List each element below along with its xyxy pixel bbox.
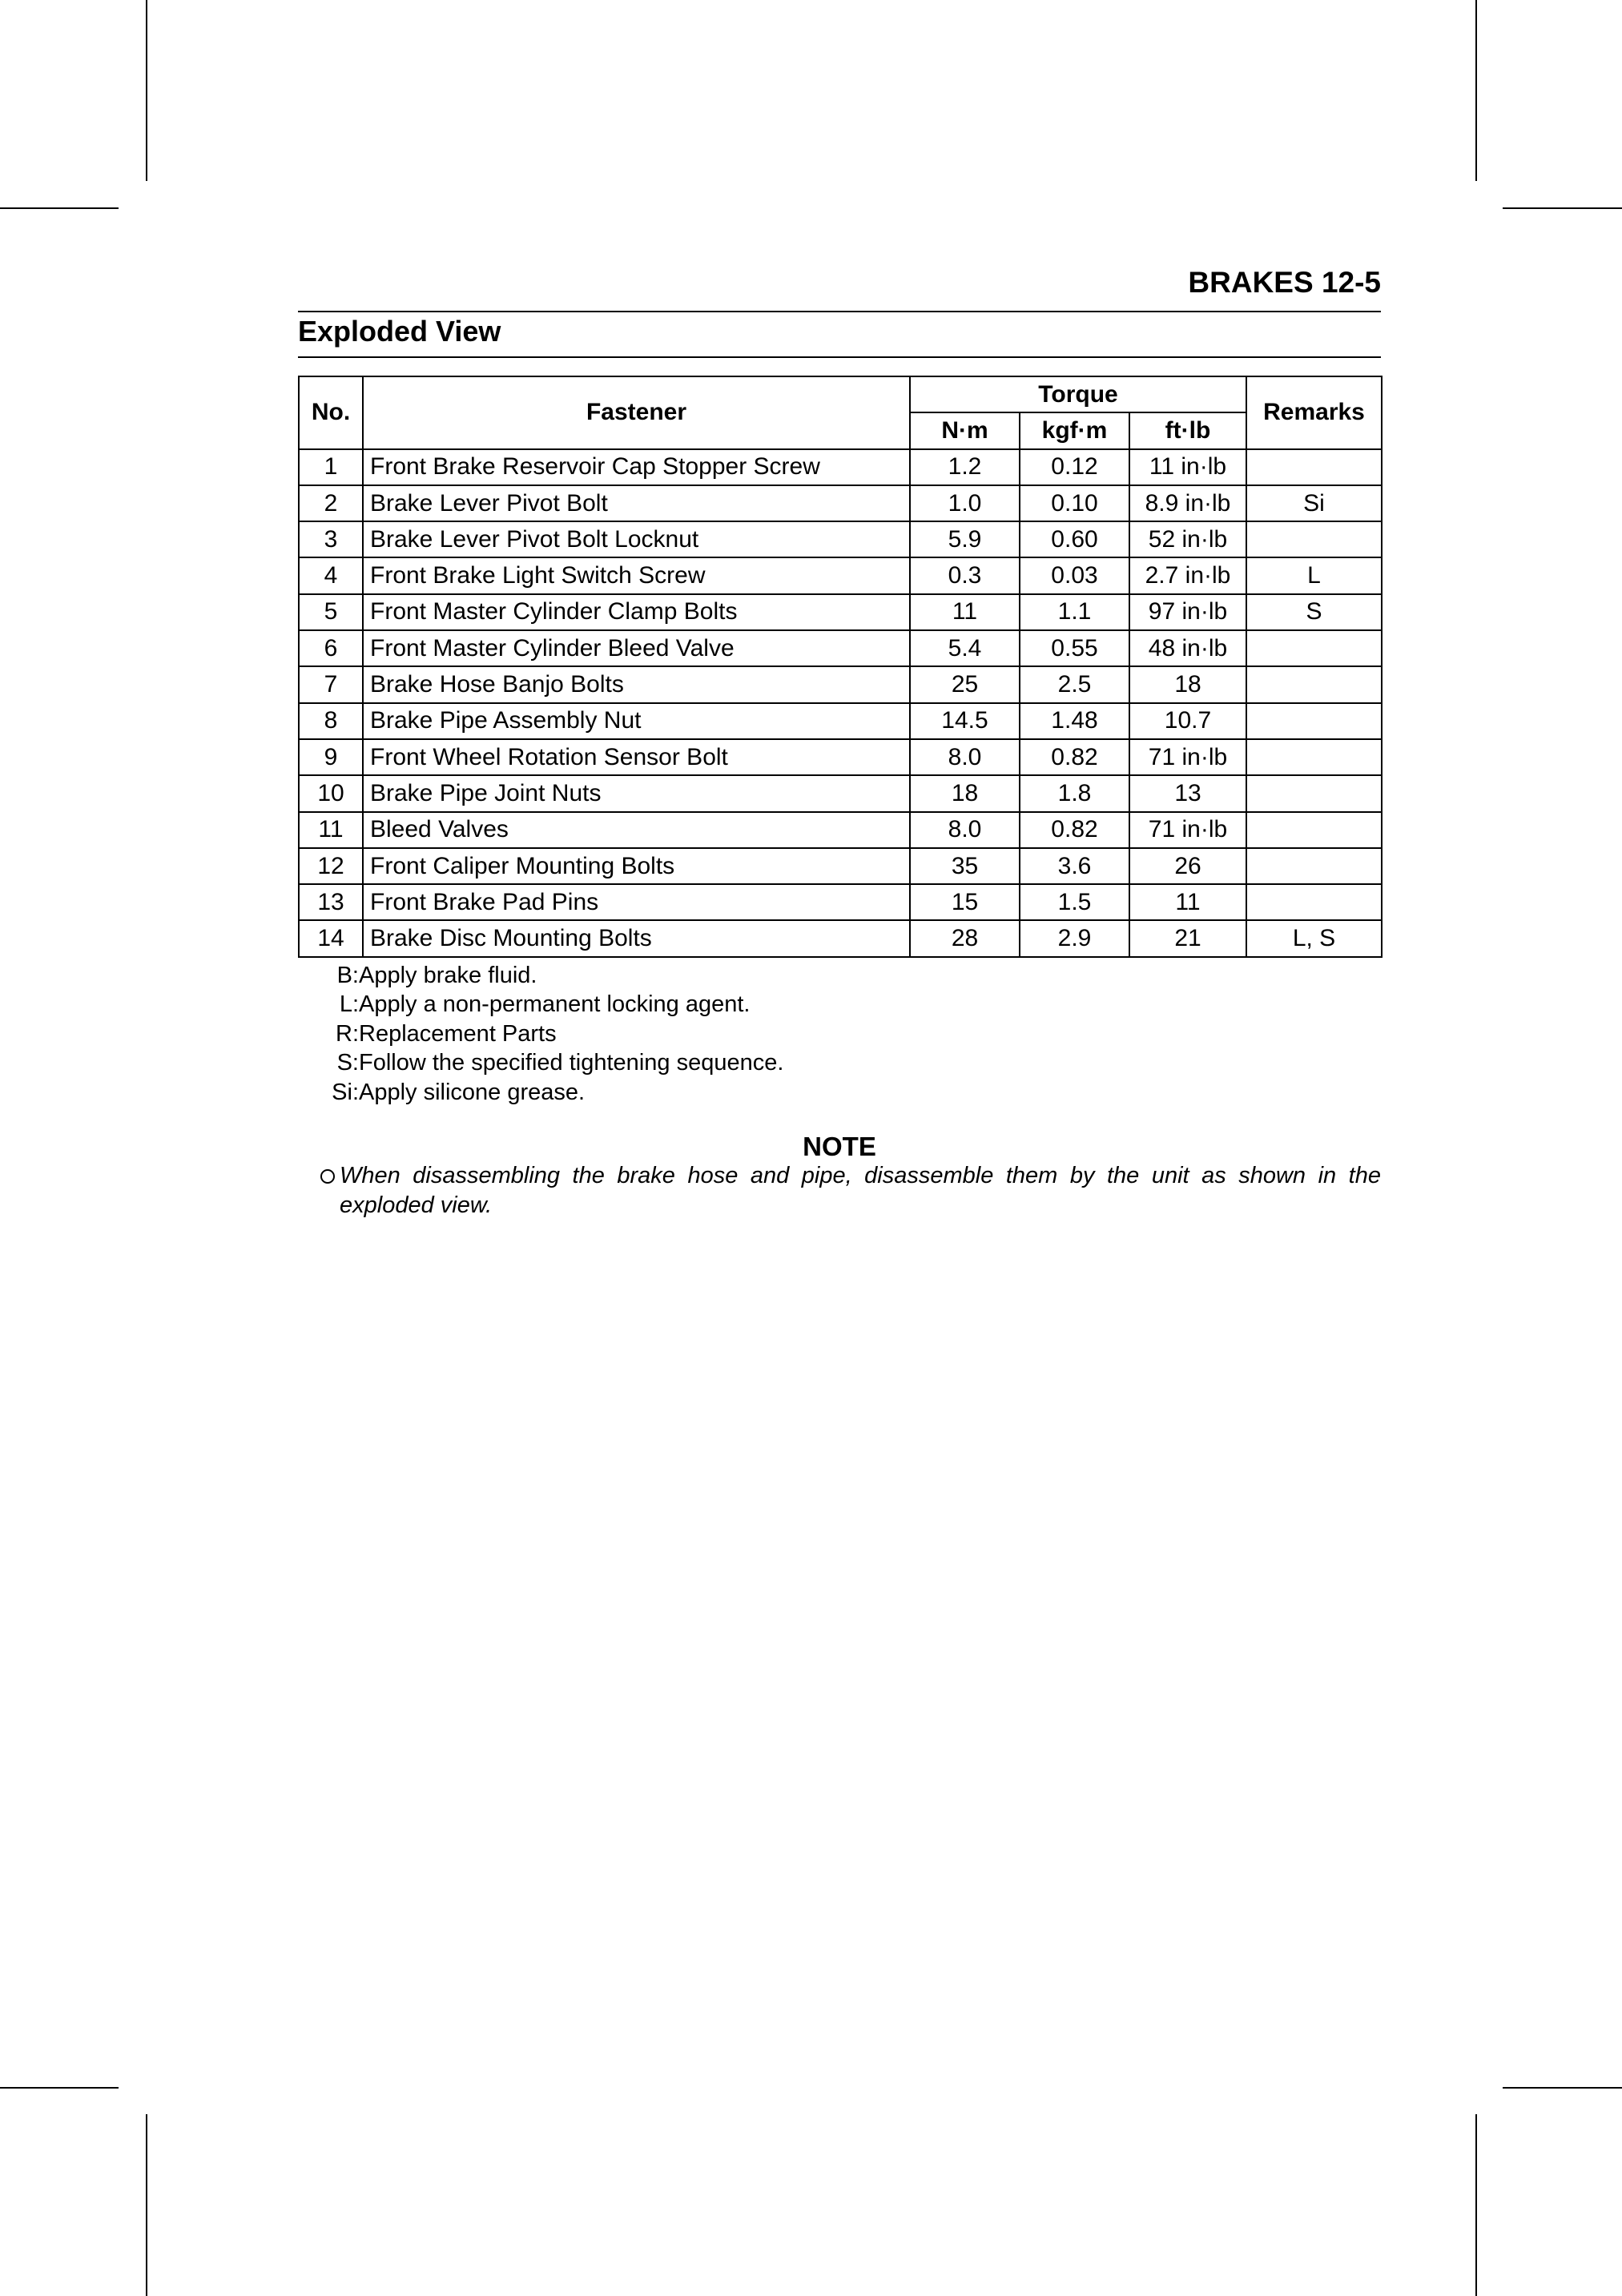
- col-header-fastener: Fastener: [363, 376, 910, 449]
- legend-item: [320, 990, 783, 1019]
- cell-ftlb: 26: [1129, 848, 1246, 884]
- cell-no: 10: [299, 775, 363, 811]
- cell-fastener: Brake Pipe Joint Nuts: [363, 775, 910, 811]
- cell-remarks: [1246, 775, 1382, 811]
- cell-nm: 11: [910, 594, 1020, 630]
- cell-no: 1: [299, 449, 363, 485]
- cell-no: 13: [299, 884, 363, 920]
- cell-ftlb: 97 in·lb: [1129, 594, 1246, 630]
- col-header-kgfm: kgf·m: [1020, 412, 1129, 448]
- cell-ftlb: 11: [1129, 884, 1246, 920]
- table-row: [299, 703, 1382, 739]
- cell-nm: 18: [910, 775, 1020, 811]
- cell-kgfm: 0.03: [1020, 557, 1129, 593]
- cell-nm: 5.4: [910, 630, 1020, 666]
- cell-fastener: Brake Lever Pivot Bolt: [363, 485, 910, 521]
- cell-remarks: L, S: [1246, 920, 1382, 956]
- cell-ftlb: 2.7 in·lb: [1129, 557, 1246, 593]
- cell-fastener: Front Brake Light Switch Screw: [363, 557, 910, 593]
- note-title: NOTE: [803, 1132, 876, 1161]
- cell-nm: 1.0: [910, 485, 1020, 521]
- cell-remarks: [1246, 703, 1382, 739]
- cell-remarks: [1246, 630, 1382, 666]
- cell-ftlb: 18: [1129, 666, 1246, 702]
- crop-mark: [146, 0, 147, 181]
- table-row: [299, 557, 1382, 593]
- cell-ftlb: 10.7: [1129, 703, 1246, 739]
- table-row: [299, 630, 1382, 666]
- crop-mark: [146, 2114, 147, 2296]
- cell-nm: 8.0: [910, 812, 1020, 848]
- cell-no: 14: [299, 920, 363, 956]
- legend-text: Apply a non-permanent locking agent.: [359, 991, 751, 1018]
- cell-remarks: S: [1246, 594, 1382, 630]
- cell-fastener: Front Master Cylinder Bleed Valve: [363, 630, 910, 666]
- legend-text: Apply silicone grease.: [359, 1079, 586, 1105]
- table-row: [299, 485, 1382, 521]
- cell-kgfm: 1.1: [1020, 594, 1129, 630]
- cell-nm: 25: [910, 666, 1020, 702]
- cell-kgfm: 0.82: [1020, 812, 1129, 848]
- cell-remarks: L: [1246, 557, 1382, 593]
- table-row: [299, 521, 1382, 557]
- crop-mark: [0, 207, 119, 209]
- page-header: BRAKES 12-5: [1188, 266, 1381, 299]
- table-row: [299, 739, 1382, 775]
- legend-item: [320, 1048, 783, 1077]
- circle-bullet-icon: [320, 1169, 335, 1184]
- cell-remarks: [1246, 884, 1382, 920]
- cell-fastener: Bleed Valves: [363, 812, 910, 848]
- cell-nm: 15: [910, 884, 1020, 920]
- cell-no: 6: [299, 630, 363, 666]
- cell-no: 2: [299, 485, 363, 521]
- cell-kgfm: 2.5: [1020, 666, 1129, 702]
- cell-no: 9: [299, 739, 363, 775]
- torque-table: [298, 376, 1383, 958]
- cell-no: 7: [299, 666, 363, 702]
- cell-fastener: Front Wheel Rotation Sensor Bolt: [363, 739, 910, 775]
- col-header-no: No.: [299, 376, 363, 449]
- cell-ftlb: 13: [1129, 775, 1246, 811]
- cell-kgfm: 3.6: [1020, 848, 1129, 884]
- cell-kgfm: 0.12: [1020, 449, 1129, 485]
- table-row: [299, 449, 1382, 485]
- cell-remarks: [1246, 521, 1382, 557]
- cell-ftlb: 71 in·lb: [1129, 812, 1246, 848]
- cell-fastener: Brake Pipe Assembly Nut: [363, 703, 910, 739]
- cell-kgfm: 1.5: [1020, 884, 1129, 920]
- cell-no: 4: [299, 557, 363, 593]
- table-header-row: [299, 376, 1382, 412]
- cell-fastener: Brake Lever Pivot Bolt Locknut: [363, 521, 910, 557]
- table-row: [299, 594, 1382, 630]
- cell-ftlb: 52 in·lb: [1129, 521, 1246, 557]
- crop-mark: [1503, 2087, 1622, 2089]
- table-row: [299, 884, 1382, 920]
- cell-ftlb: 11 in·lb: [1129, 449, 1246, 485]
- table-row: [299, 775, 1382, 811]
- table-row: [299, 812, 1382, 848]
- cell-ftlb: 21: [1129, 920, 1246, 956]
- crop-mark: [1503, 207, 1622, 209]
- table-row: [299, 848, 1382, 884]
- cell-no: 8: [299, 703, 363, 739]
- col-header-remarks: Remarks: [1246, 376, 1382, 449]
- cell-fastener: Front Brake Pad Pins: [363, 884, 910, 920]
- cell-no: 12: [299, 848, 363, 884]
- legend-text: Follow the specified tightening sequence.: [359, 1050, 784, 1076]
- header-rule: [298, 311, 1381, 312]
- cell-nm: 14.5: [910, 703, 1020, 739]
- legend-text: Replacement Parts: [359, 1020, 557, 1047]
- crop-mark: [1475, 0, 1477, 181]
- section-rule: [298, 356, 1381, 358]
- crop-mark: [1475, 2114, 1477, 2296]
- crop-mark: [0, 2087, 119, 2089]
- cell-kgfm: 0.10: [1020, 485, 1129, 521]
- cell-nm: 1.2: [910, 449, 1020, 485]
- cell-remarks: [1246, 739, 1382, 775]
- table-row: [299, 920, 1382, 956]
- remarks-legend: [320, 961, 783, 1107]
- legend-item: [320, 1078, 783, 1107]
- cell-kgfm: 1.48: [1020, 703, 1129, 739]
- cell-fastener: Front Caliper Mounting Bolts: [363, 848, 910, 884]
- cell-ftlb: 71 in·lb: [1129, 739, 1246, 775]
- cell-nm: 35: [910, 848, 1020, 884]
- cell-fastener: Brake Hose Banjo Bolts: [363, 666, 910, 702]
- cell-kgfm: 0.82: [1020, 739, 1129, 775]
- legend-code: Si:: [332, 1079, 359, 1105]
- cell-fastener: Brake Disc Mounting Bolts: [363, 920, 910, 956]
- cell-no: 3: [299, 521, 363, 557]
- cell-ftlb: 8.9 in·lb: [1129, 485, 1246, 521]
- note-body: [320, 1161, 1381, 1220]
- cell-ftlb: 48 in·lb: [1129, 630, 1246, 666]
- section-title: Exploded View: [298, 315, 501, 348]
- cell-remarks: [1246, 848, 1382, 884]
- note-text-line2: exploded view.: [340, 1192, 493, 1218]
- legend-code: B:: [336, 963, 359, 988]
- col-header-nm: N·m: [910, 412, 1020, 448]
- cell-no: 11: [299, 812, 363, 848]
- legend-item: [320, 1019, 783, 1048]
- legend-code: L:: [339, 991, 359, 1018]
- cell-fastener: Front Brake Reservoir Cap Stopper Screw: [363, 449, 910, 485]
- cell-remarks: [1246, 666, 1382, 702]
- cell-nm: 28: [910, 920, 1020, 956]
- legend-code: S:: [336, 1050, 359, 1076]
- note-text-line1: When disassembling the brake hose and pipe, disassemble them by the unit as shown in the: [340, 1163, 1381, 1188]
- cell-nm: 8.0: [910, 739, 1020, 775]
- cell-remarks: [1246, 449, 1382, 485]
- cell-kgfm: 2.9: [1020, 920, 1129, 956]
- cell-no: 5: [299, 594, 363, 630]
- cell-nm: 5.9: [910, 521, 1020, 557]
- cell-kgfm: 0.60: [1020, 521, 1129, 557]
- cell-kgfm: 1.8: [1020, 775, 1129, 811]
- cell-kgfm: 0.55: [1020, 630, 1129, 666]
- cell-nm: 0.3: [910, 557, 1020, 593]
- legend-code: R:: [336, 1020, 359, 1047]
- cell-remarks: [1246, 812, 1382, 848]
- table-row: [299, 666, 1382, 702]
- col-header-ftlb: ft·lb: [1129, 412, 1246, 448]
- legend-text: Apply brake fluid.: [359, 963, 537, 988]
- legend-item: [320, 961, 783, 990]
- cell-fastener: Front Master Cylinder Clamp Bolts: [363, 594, 910, 630]
- cell-remarks: Si: [1246, 485, 1382, 521]
- col-header-torque: Torque: [910, 376, 1246, 412]
